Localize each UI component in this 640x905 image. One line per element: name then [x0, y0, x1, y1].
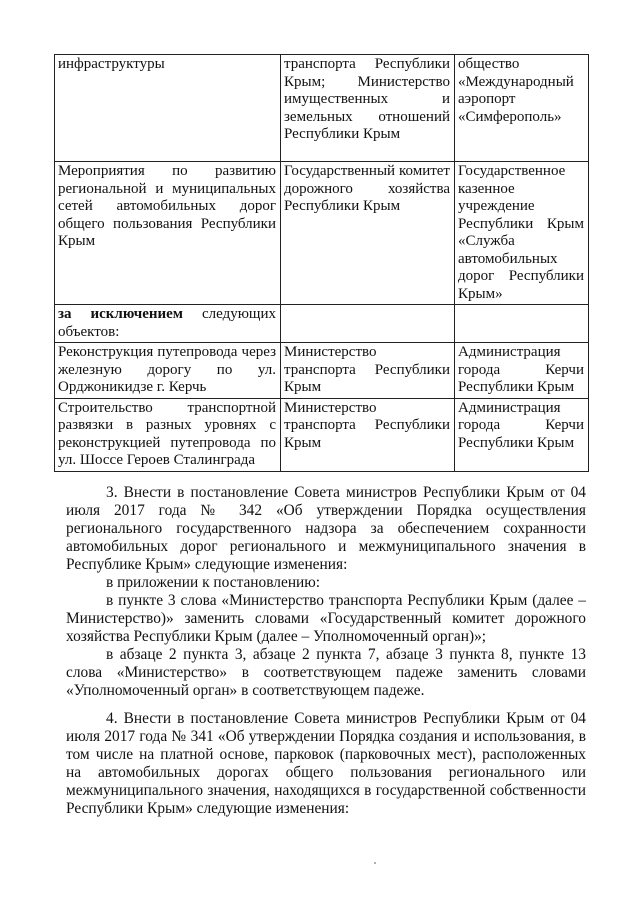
table-cell-measure: Мероприятия по развитию региональной и муниципальных сетей автомобильных дорог общего пользования Республики Крым: [55, 162, 281, 305]
table-row: [55, 305, 589, 343]
exception-text: следующих объектов:: [58, 306, 276, 340]
section-3-intro: 3. Внести в постановление Совета министров Республики Крым от 04 июля 2017 года № 342 «Об утверждении Порядка осуществления регионального государственного надзора за обеспечением сохранности автомобильных дорог регионального и межмуниципального значения в Республике Крым» следующие изменения:: [66, 484, 586, 573]
section-3: [66, 484, 586, 700]
section-4: [66, 710, 586, 818]
table-cell-recipient: [455, 305, 589, 343]
table-cell-executor: транспорта Республики Крым; Министерство имущественных и земельных отношений Республики Крым: [281, 55, 455, 162]
table-row: [55, 162, 589, 305]
table-cell-executor: [281, 305, 455, 343]
section-3-appendix: в приложении к постановлению:: [106, 574, 321, 591]
table-cell-measure: [55, 305, 281, 343]
table-cell-executor: Министерство транспорта Республики Крым: [281, 343, 455, 399]
table-row: [55, 398, 589, 471]
responsibility-table: [54, 54, 589, 472]
table-row: [55, 55, 589, 162]
section-3-item-2: в абзаце 2 пункта 3, абзаце 2 пункта 7, абзаце 3 пункта 8, пункте 13 слова «Министерство» в соответствующем падеже заменить словами «Уполномоченный орган» в соответствующем падеже.: [66, 646, 586, 699]
table-cell-measure: Строительство транспортной развязки в разных уровнях с реконструкцией путепровода по ул. Шоссе Героев Сталинграда: [55, 398, 281, 471]
table-cell-recipient: Государственное казенное учреждение Республики Крым «Служба автомобильных дорог Республики Крым»: [455, 162, 589, 305]
table-cell-measure: инфраструктуры: [55, 55, 281, 162]
table-cell-executor: Министерство транспорта Республики Крым: [281, 398, 455, 471]
table-cell-executor: Государственный комитет дорожного хозяйства Республики Крым: [281, 162, 455, 305]
table-cell-recipient: общество «Международный аэропорт «Симферополь»: [455, 55, 589, 162]
table-cell-measure: Реконструкция путепровода через железную дорогу по ул. Орджоникидзе г. Керчь: [55, 343, 281, 399]
exception-label: за исключением: [58, 306, 184, 322]
table-cell-recipient: Администрация города Керчи Республики Крым: [455, 343, 589, 399]
section-3-item-1: в пункте 3 слова «Министерство транспорта Республики Крым (далее – Министерство)» заменить словами «Государственный комитет дорожного хозяйства Республики Крым (далее – Уполномоченный орган)»;: [66, 592, 586, 645]
table-cell-recipient: Администрация города Керчи Республики Крым: [455, 398, 589, 471]
table-row: [55, 343, 589, 399]
scan-speck: [374, 862, 376, 864]
section-4-intro: 4. Внести в постановление Совета министров Республики Крым от 04 июля 2017 года № 341 «Об утверждении Порядка создания и использования, в том числе на платной основе, парковок (парковочных мест), расположенных на автомобильных дорогах общего пользования регионального или межмуниципального значения, находящихся в государственной собственности Республики Крым» следующие изменения:: [66, 710, 586, 817]
